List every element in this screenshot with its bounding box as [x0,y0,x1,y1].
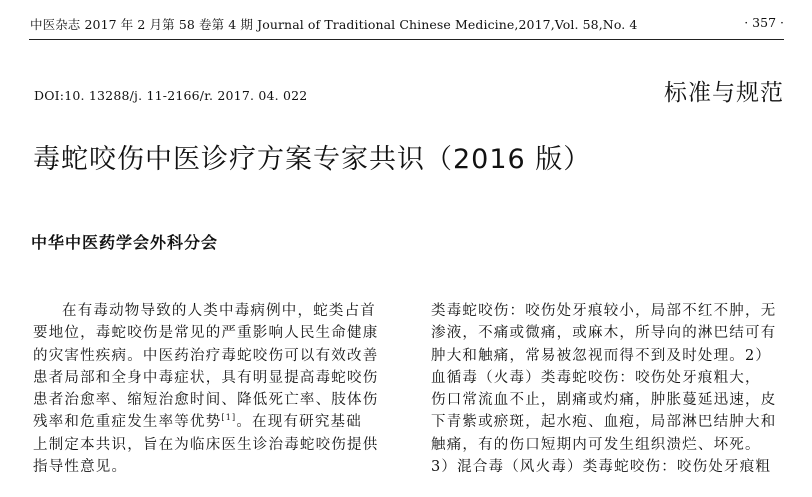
body-line: 在有毒动物导致的人类中毒病例中，蛇类占首 [62,303,376,319]
journal-header: 中医杂志 2017 年 2 月第 58 卷第 4 期 Journal of Traditional Chinese Medicine,2017,Vol. 58,No. 4 [30,17,638,32]
header-divider [29,39,784,40]
body-text: 残率和危重症发生率等优势 [33,414,222,431]
citation-link[interactable]: [1] [221,413,237,423]
body-line: 患者局部和全身中毒症状，具有明显提高毒蛇咬伤 [33,369,379,386]
left-column [33,300,397,478]
page-number: · 357 · [744,15,784,30]
body-line: 血循毒（火毒）类毒蛇咬伤：咬伤处牙痕粗大， [431,369,761,386]
doi: DOI:10. 13288/j. 11-2166/r. 2017. 04. 022 [34,88,308,103]
body-text: 。在现有研究基础 [236,414,362,431]
body-line: 渗液，不痛或微痛，或麻木，所导向的淋巴结可有 [431,325,777,342]
body-line: 触痛，有的伤口短期内可发生组织溃烂、坏死。 [431,436,761,453]
body-line: 要地位，毒蛇咬伤是常见的严重影响人民生命健康 [33,325,379,342]
body-line: 3）混合毒（风火毒）类毒蛇咬伤：咬伤处牙痕粗 [431,459,772,476]
body-line: 肿大和触痛，常易被忽视而得不到及时处理。2） [431,347,772,364]
body-line: 伤口常流血不止，剧痛或灼痛，肿胀蔓延迅速，皮 [431,392,777,409]
right-column [431,300,787,478]
section-label: 标准与规范 [664,80,784,106]
article-author: 中华中医药学会外科分会 [31,233,219,252]
article-title: 毒蛇咬伤中医诊疗方案专家共识（2016 版） [33,144,592,175]
body-line: 患者治愈率、缩短治愈时间、降低死亡率、肢体伤 [33,392,379,409]
body-line [33,411,397,433]
body-line: 下青紫或瘀斑，起水疱、血疱，局部淋巴结肿大和 [431,414,777,431]
body-line: 指导性意见。 [33,459,128,476]
body-line: 类毒蛇咬伤：咬伤处牙痕较小，局部不红不肿，无 [431,303,777,319]
body-line: 上制定本共识，旨在为临床医生诊治毒蛇咬伤提供 [33,436,379,453]
body-line: 的灾害性疾病。中医药治疗毒蛇咬伤可以有效改善 [33,347,379,364]
